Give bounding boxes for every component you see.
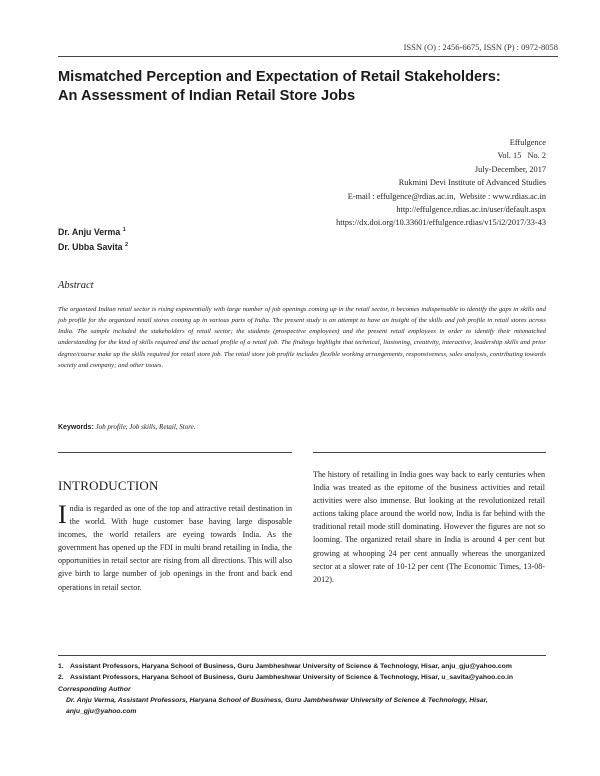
- title-line-1: Mismatched Perception and Expectation of Retail Stakeholders:: [58, 69, 501, 85]
- left-column: [58, 478, 292, 594]
- footnotes: [58, 661, 546, 717]
- keywords-text: Job profile, Job skills, Retail, Store.: [93, 423, 196, 431]
- journal-institute: Rukmini Devi Institute of Advanced Studies: [398, 178, 546, 188]
- keywords: [58, 423, 196, 431]
- right-column-divider: [313, 452, 546, 453]
- author-list: [58, 224, 128, 254]
- abstract-heading: Abstract: [58, 280, 94, 291]
- left-column-divider: [58, 452, 292, 453]
- corresponding-author-details: Dr. Anju Verma, Assistant Professors, Haryana School of Business, Guru Jambheshwar University of Science & Technology, Hisar, anju_gju@yahoo.com: [66, 696, 488, 716]
- introduction-paragraph-2: The history of retailing in India goes way back to early centuries when India was treated as the epitome of the business activities and retail activities were also immense. But looking at the revolutionized retail actions taking place around the world now, India is far behind with the traditional retail mode still dominating. However the figures are not so looming. The organized retail share in India is around 4 per cent but growing at whooping 24 per cent annually whereas the unorganized sector at a slower rate of 10-12 per cent (The Economic Times, 13-08-2012).: [313, 470, 545, 584]
- journal-volume: Vol. 15 No. 2: [497, 151, 546, 161]
- journal-doi[interactable]: https://dx.doi.org/10.33601/effulgence.rdias/v15/i2/2017/33-43: [336, 218, 546, 228]
- introduction-heading: INTRODUCTION: [58, 478, 159, 493]
- issn-header: ISSN (O) : 2456-6675, ISSN (P) : 0972-8058: [403, 42, 558, 52]
- journal-name: Effulgence: [509, 138, 546, 147]
- corresponding-author-heading: Corresponding Author: [58, 685, 131, 693]
- right-column: [313, 468, 545, 586]
- introduction-paragraph-1: India is regarded as one of the top and attractive retail destination in the world. With huge customer base having large disposable incomes, the world retailers are eyeing towards India. As the government has opened up the FDI in multi brand retailing in India, the opportunities in retail sector are rising from all directions. This will also give birth to large number of job openings in the front and back end operations in retail sector.: [58, 500, 292, 592]
- header-divider: [58, 56, 558, 57]
- footnote-2: 2. Assistant Professors, Haryana School of Business, Guru Jambheshwar University of Science & Technology, Hisar, u_savita@yahoo.co.in: [58, 674, 514, 682]
- footnote-1: 1. Assistant Professors, Haryana School of Business, Guru Jambheshwar University of Science & Technology, Hisar, anju_gju@yahoo.com: [58, 663, 512, 670]
- keywords-label: Keywords:: [58, 424, 94, 431]
- author-2: Dr. Ubba Savita $^2$: [58, 241, 129, 252]
- title-line-2: An Assessment of Indian Retail Store Jobs: [58, 88, 356, 104]
- footnote-divider: [58, 655, 546, 656]
- journal-url[interactable]: http://effulgence.rdias.ac.in/user/default.aspx: [396, 205, 546, 215]
- journal-contact: E-mail : effulgence@rdias.ac.in, Website : www.rdias.ac.in: [347, 191, 546, 201]
- abstract-text: The organized Indian retail sector is rising exponentially with large number of job openings coming up in the retail sector, it becomes indispensable to identify the gaps in skills and job profile for the organized retail stores coming up in various parts of India. The present study is an attempt to have an insight of the skills and job profile in retail stores across India. The sample included the stakeholders of retail sector; the students (prospective employees) and the present retail employees in order to identify their mismatched understanding for the kind of skills required and the actual profile of a retail job. The findings highlight that technical, liasioning, creativity, interactive, leadership skills and prior degree/course make up the skills required for retail store job. The retail store job profile includes flexible working arrangements, responsiveness, sales analysis, contributing towards society and company; and other issues.: [58, 306, 546, 369]
- journal-date: July-December, 2017: [474, 164, 546, 174]
- journal-metadata: [336, 136, 546, 230]
- paper-title: [58, 68, 558, 106]
- author-1: Dr. Anju Verma $^1$: [58, 226, 126, 237]
- drop-cap: I: [58, 500, 67, 529]
